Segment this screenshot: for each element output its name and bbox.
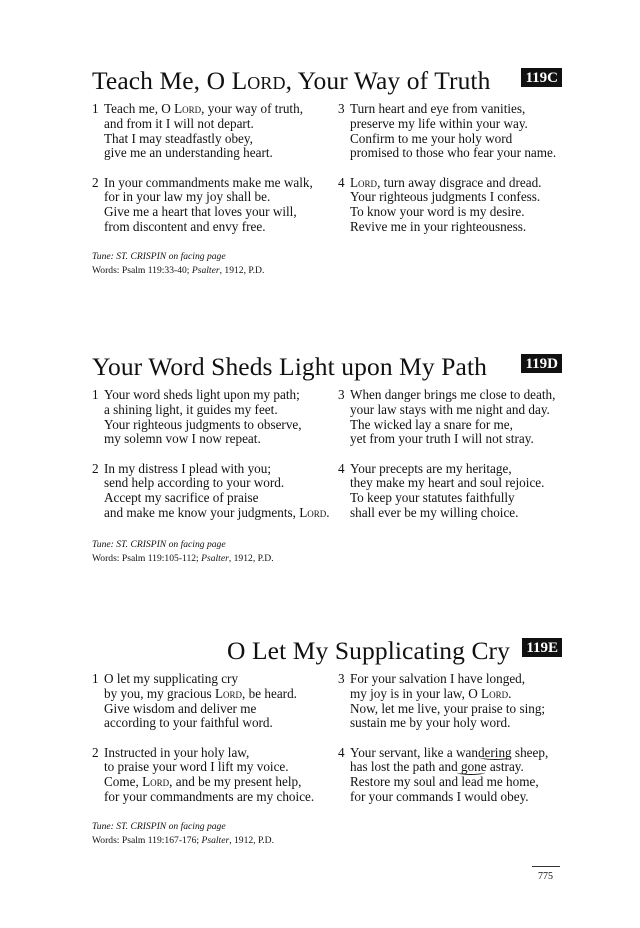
stanza-3: 3 Turn heart and eye from vanities, preserve my life within your way. Confirm to me your holy word promised to those who fear your name. [338,101,557,161]
stanza-1: 1 Teach me, O Lord, your way of truth, and from it I will not depart. That I may steadfastly obey, give me an understanding heart. [92,101,303,161]
words-credit: Words: Psalm 119:167-176; Psalter, 1912, P.D. [92,835,274,846]
tune-credit: Tune: ST. CRISPIN on facing page [92,251,226,262]
stanza-2: 2 In my distress I plead with you; send help according to your word. Accept my sacrifice of praise and make me know your judgments, Lord. [92,460,330,521]
tune-credit: Tune: ST. CRISPIN on facing page [92,539,226,550]
hymn-credits [92,820,274,848]
stanza-3: 3 When danger brings me close to death, your law stays with me night and day. The wicked lay a snare for me, yet from your truth I will not stray. [338,387,556,447]
hymn-number-badge: 119D [521,354,562,373]
tune-credit: Tune: ST. CRISPIN on facing page [92,821,226,832]
page-number: 775 [538,871,553,882]
hymn-credits [92,250,264,278]
stanza-4: 4 Your precepts are my heritage, they make my heart and soul rejoice. To keep your statutes faithfully shall ever be my willing choice. [338,460,545,521]
hymn-119c [92,62,562,276]
hymn-119e [92,632,562,846]
hymn-number-badge: 119E [522,638,562,657]
hymn-title-row [92,348,562,388]
slur-mark [457,770,485,775]
slur-mark [480,755,510,760]
hymn-number-badge: 119C [521,68,562,87]
stanza-1: 1 O let my supplicating cry by you, my gracious Lord, be heard. Give wisdom and deliver me according to your faithful word. [92,671,297,731]
hymn-title-row [92,632,562,672]
page-number-rule [532,866,560,867]
hymn-title: O Let My Supplicating Cry [227,636,510,665]
words-credit: Words: Psalm 119:33-40; Psalter, 1912, P.D. [92,265,265,276]
stanza-4: 4 Your servant, like a wandering sheep, has lost the path and gone astray. Restore my soul and lead me home, for your commands I would obey. [338,744,549,805]
stanza-2: 2 Instructed in your holy law, to praise your word I lift my voice. Come, Lord, and be my present help, for your commandments are my choice. [92,744,315,805]
stanza-1: 1 Your word sheds light upon my path; a shining light, it guides my feet. Your righteous judgments to observe, my solemn vow I now repeat. [92,387,302,447]
hymn-credits [92,538,274,566]
hymn-119d [92,348,562,564]
stanza-4: 4 Lord, turn away disgrace and dread. Your righteous judgments I confess. To know your word is my desire. Revive me in your righteousness. [338,174,542,235]
stanza-2: 2 In your commandments make me walk, for in your law my joy shall be. Give me a heart that loves your will, from discontent and envy free. [92,174,313,235]
hymn-title-row [92,62,562,102]
hymn-title: Teach Me, O Lord, Your Way of Truth [92,66,491,95]
stanza-3: 3 For your salvation I have longed, my joy is in your law, O Lord. Now, let me live, your praise to sing; sustain me by your holy word. [338,671,546,731]
words-credit: Words: Psalm 119:105-112; Psalter, 1912, P.D. [92,553,274,564]
hymn-title: Your Word Sheds Light upon My Path [92,352,487,381]
